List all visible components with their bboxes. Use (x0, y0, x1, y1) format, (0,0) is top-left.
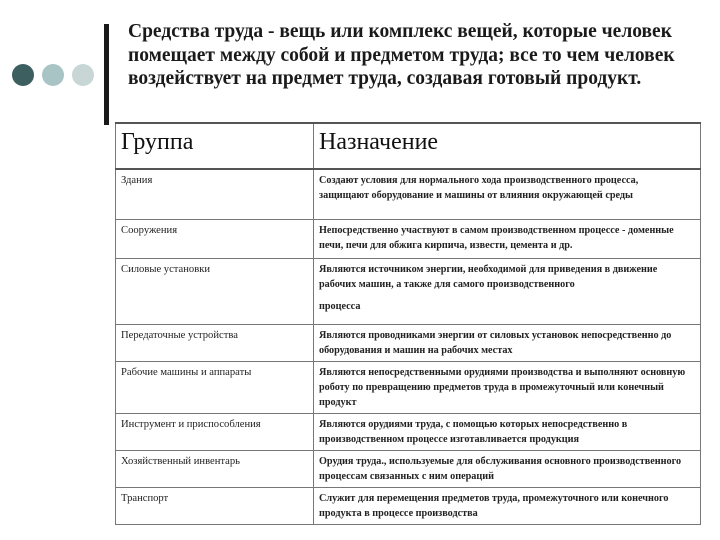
row-purpose: Орудия труда., используемые для обслуживания основного производственного процессам связанных с ним операций (314, 450, 701, 487)
row-purpose: Являются проводниками энергии от силовых установок непосредственно до оборудования и машин на рабочих местах (314, 324, 701, 361)
row-purpose: Создают условия для нормального хода производственного процесса, защищают оборудование и машины от влияния окружающей среды (314, 169, 701, 219)
row-group: Инструмент и приспособления (116, 413, 314, 450)
row-group: Транспорт (116, 487, 314, 524)
table-row (116, 219, 701, 258)
table-row (116, 487, 701, 524)
row-group: Здания (116, 169, 314, 219)
table-row (116, 413, 701, 450)
row-purpose: Являются орудиями труда, с помощью которых непосредственно в производственном процессе изготавливается продукция (314, 413, 701, 450)
bullet-dot-medium (42, 64, 64, 86)
means-of-labor-table (115, 122, 701, 525)
table-row (116, 258, 701, 324)
row-purpose: Являются непосредственными орудиями производства и выполняют основную роботу по превращению предметов труда в промежуточный или конечный продукт (314, 361, 701, 413)
row-purpose: Служит для перемещения предметов труда, промежуточного или конечного продукта в процессе производства (314, 487, 701, 524)
row-purpose (314, 258, 701, 324)
row-group: Силовые установки (116, 258, 314, 324)
row-group: Передаточные устройства (116, 324, 314, 361)
header-group: Группа (116, 123, 314, 169)
row-group: Сооружения (116, 219, 314, 258)
row-purpose-main: Являются источником энергии, необходимой для приведения в движение рабочих машин, а также для самого производственного (319, 263, 658, 290)
table-row (116, 450, 701, 487)
header-purpose: Назначение (314, 123, 701, 169)
slide-title: Средства труда - вещь или комплекс вещей, которые человек помещает между собой и предметом труда; все то чем человек воздействует на предмет труда, создавая готовый продукт. (128, 21, 675, 89)
vertical-divider (104, 24, 109, 125)
table-row (116, 324, 701, 361)
table-row (116, 169, 701, 219)
row-purpose-tail: процесса (319, 300, 361, 312)
row-group: Рабочие машины и аппараты (116, 361, 314, 413)
table-row (116, 361, 701, 413)
bullet-dot-light (72, 64, 94, 86)
table-header-row (116, 123, 701, 169)
bullet-dot-dark (12, 64, 34, 86)
row-purpose: Непосредственно участвуют в самом производственном процессе - доменные печи, печи для обжига кирпича, извести, цемента и др. (314, 219, 701, 258)
row-group: Хозяйственный инвентарь (116, 450, 314, 487)
